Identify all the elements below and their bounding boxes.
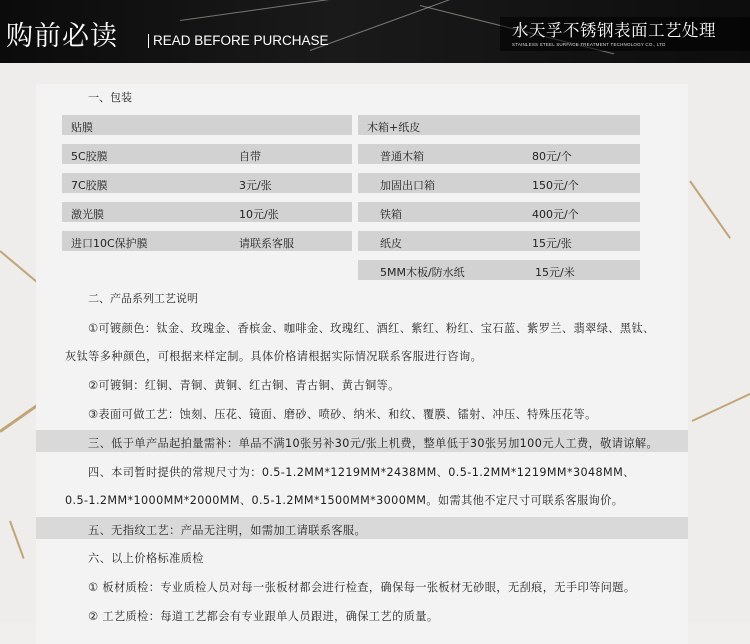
packaging-left-row xyxy=(62,115,352,135)
packaging-item-name: 5MM木板/防水纸 xyxy=(380,266,465,279)
packaging-item-name: 5C胶膜 xyxy=(71,150,108,163)
header-banner xyxy=(0,0,750,63)
packaging-right-row xyxy=(358,144,640,164)
packaging-item-name: 铁箱 xyxy=(380,208,402,221)
section-process-heading: 二、产品系列工艺说明 xyxy=(88,292,198,305)
packaging-item-price: 15元/张 xyxy=(532,237,572,250)
process-copper-line: ②可镀铜：红铜、青铜、黄铜、红古铜、青古铜、黄古铜等。 xyxy=(88,379,400,392)
section-quality-heading: 六、以上价格标准质检 xyxy=(88,552,204,565)
packaging-left-row xyxy=(62,202,352,222)
process-colors-line: ①可镀颜色：钛金、玫瑰金、香槟金、咖啡金、玫瑰红、酒红、紫红、粉红、宝石蓝、紫罗兰、翡翠绿、黑钛、 xyxy=(88,322,655,335)
title-separator xyxy=(148,34,149,48)
quality-sheet-check: ① 板材质检：专业质检人员对每一张板材都会进行检查，确保每一张板材无砂眼，无刮痕，无手印等问题。 xyxy=(88,581,636,594)
packaging-right-row xyxy=(358,115,640,135)
content-panel xyxy=(36,84,688,644)
packaging-left-row xyxy=(62,144,352,164)
brand-english-name: STAINLESS STEEL SURFACE TREATMENT TECHNOLOGY CO., LTD xyxy=(512,42,666,47)
packaging-right-row xyxy=(358,260,640,280)
packaging-item-price: 10元/张 xyxy=(239,208,279,221)
quality-process-check: ② 工艺质检：每道工艺都会有专业跟单人员跟进，确保工艺的质量。 xyxy=(88,610,439,623)
packaging-item-name: 7C胶膜 xyxy=(71,179,108,192)
packaging-item-name: 纸皮 xyxy=(380,237,402,250)
section-anti-fingerprint: 五、无指纹工艺：产品无注明，如需加工请联系客服。 xyxy=(88,524,367,537)
packaging-item-name: 木箱+纸皮 xyxy=(367,121,421,134)
packaging-item-price: 150元/个 xyxy=(532,179,579,192)
packaging-item-name: 贴膜 xyxy=(71,121,93,134)
brand-block xyxy=(500,17,750,51)
section-packaging-heading: 一、包装 xyxy=(88,91,132,104)
packaging-item-name: 加固出口箱 xyxy=(380,179,435,192)
packaging-right-row xyxy=(358,173,640,193)
packaging-item-price: 3元/张 xyxy=(239,179,272,192)
packaging-left-row xyxy=(62,173,352,193)
packaging-item-name: 激光膜 xyxy=(71,208,104,221)
brand-name: 水天孚不锈钢表面工艺处理 xyxy=(512,21,716,40)
page-subtitle: READ BEFORE PURCHASE xyxy=(153,33,329,48)
packaging-left-row xyxy=(62,231,352,251)
packaging-item-price: 15元/米 xyxy=(535,266,575,279)
section-minimum-order: 三、低于单产品起拍量需补：单品不满10张另补30元/张上机费，整单低于30张另加100元人工费，敬请谅解。 xyxy=(88,437,659,450)
packaging-item-price: 400元/个 xyxy=(532,208,579,221)
packaging-item-name: 进口10C保护膜 xyxy=(71,237,148,250)
packaging-right-row xyxy=(358,231,640,251)
process-surface-line: ③表面可做工艺：蚀刻、压花、镜面、磨砂、喷砂、纳米、和纹、覆膜、镭射、冲压、特殊压花等。 xyxy=(88,408,597,421)
packaging-item-price: 80元/个 xyxy=(532,150,572,163)
page-title: 购前必读 xyxy=(6,21,118,52)
packaging-item-price: 自带 xyxy=(239,150,261,163)
packaging-right-row xyxy=(358,202,640,222)
process-colors-line: 灰钛等多种颜色，可根据来样定制。具体价格请根据实际情况联系客服进行咨询。 xyxy=(65,350,483,363)
section-standard-sizes: 四、本司暂时提供的常规尺寸为：0.5-1.2MM*1219MM*2438MM、0.5-1.2MM*1219MM*3048MM、 xyxy=(88,466,635,479)
packaging-item-name: 普通木箱 xyxy=(380,150,424,163)
packaging-item-price: 请联系客服 xyxy=(239,237,294,250)
section-standard-sizes: 0.5-1.2MM*1000MM*2000MM、0.5-1.2MM*1500MM*3000MM。如需其他不定尺寸可联系客服询价。 xyxy=(65,494,624,507)
